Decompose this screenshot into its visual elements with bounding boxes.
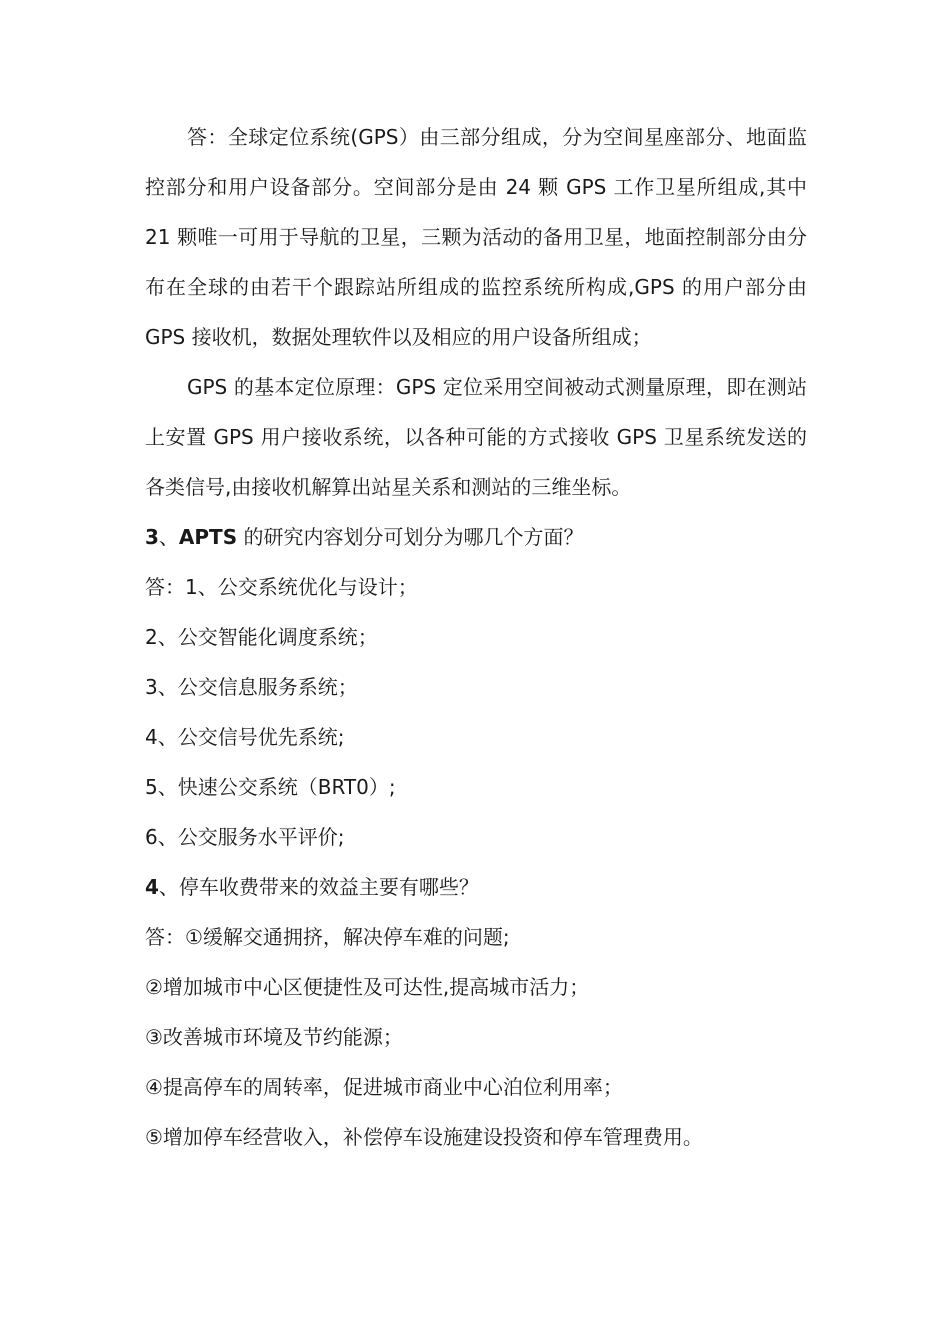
question-3-answer-5: 5、快速公交系统（BRT0）; bbox=[145, 775, 396, 799]
question-4-answer-3: ③改善城市环境及节约能源； bbox=[145, 1025, 403, 1049]
gps-composition-paragraph: 答：全球定位系统(GPS）由三部分组成，分为空间星座部分、地面监控部分和用户设备部分。空间部分是由 24 颗 GPS 工作卫星所组成,其中 21 颗唯一可用于导航的卫星，三颗为活动的备用卫星，地面控制部分由分布在全球的由若干个跟踪站所组成的监控系统所构成,GPS 的用户部分由 GPS 接收机，数据处理软件以及相应的用户设备所组成； bbox=[145, 125, 807, 349]
question-4-answer-4: ④提高停车的周转率，促进城市商业中心泊位利用率； bbox=[145, 1075, 623, 1099]
question-3-number: 3 bbox=[145, 525, 159, 549]
question-3-term: APTS bbox=[178, 525, 238, 549]
question-3-answer-6: 6、公交服务水平评价; bbox=[145, 825, 345, 849]
question-4-answer-1: 答：①缓解交通拥挤，解决停车难的问题; bbox=[145, 925, 510, 949]
question-3-answer-4: 4、公交信号优先系统; bbox=[145, 725, 345, 749]
question-4-answer-5: ⑤增加停车经营收入，补偿停车设施建设投资和停车管理费用。 bbox=[145, 1125, 703, 1149]
question-4-heading bbox=[145, 862, 807, 912]
question-4-answer-2: ②增加城市中心区便捷性及可达性,提高城市活力； bbox=[145, 975, 590, 999]
question-4-number: 4 bbox=[145, 875, 159, 899]
question-3-text: 的研究内容划分可划分为哪几个方面？ bbox=[237, 525, 584, 549]
question-3-heading bbox=[145, 512, 807, 562]
gps-principle-paragraph: GPS 的基本定位原理：GPS 定位采用空间被动式测量原理，即在测站上安置 GPS 用户接收系统，以各种可能的方式接收 GPS 卫星系统发送的各类信号,由接收机解算出站星关系和测站的三维坐标。 bbox=[145, 375, 807, 499]
question-3-answer-3: 3、公交信息服务系统； bbox=[145, 675, 358, 699]
question-3-answer-1: 答：1、公交系统优化与设计； bbox=[145, 575, 418, 599]
question-3-separator: 、 bbox=[158, 525, 179, 549]
question-3-answer-2: 2、公交智能化调度系统； bbox=[145, 625, 378, 649]
document-body bbox=[145, 112, 807, 1162]
question-4-text: 、停车收费带来的效益主要有哪些？ bbox=[158, 875, 479, 899]
